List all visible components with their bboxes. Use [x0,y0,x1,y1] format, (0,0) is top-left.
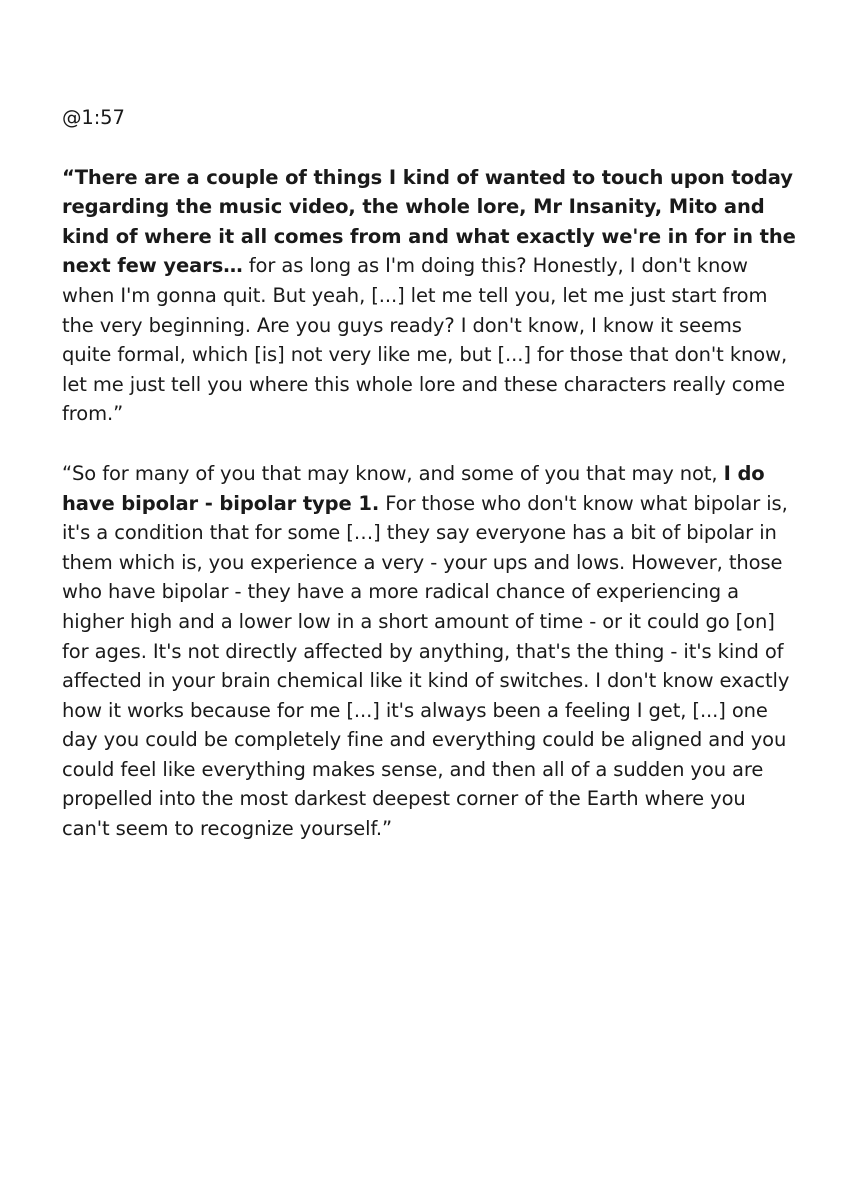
quote-2-bold-mid: I do have bipolar - bipolar type 1. [62,461,765,515]
quote-1-bold-lead: “There are a couple of things I kind of wanted to touch upon today regarding the music video, the whole lore, Mr Insanity, Mito and kind of where it all comes from and what exactly we're in for in the next few years… [62,165,796,278]
timestamp: @1:57 [62,106,125,129]
quote-2-lead: “So for many of you that may know, and some of you that may not, [62,461,724,485]
quote-2-rest: For those who don't know what bipolar is, it's a condition that for some […] they say everyone has a bit of bipolar in them which is, you experience a very - your ups and lows. However, those who have bipolar - they have a more radical chance of experiencing a higher high and a lower low in a short amount of time - or it could go [on] for ages. It's not directly affected by anything, that's the thing - it's kind of affected in your brain chemical like it kind of switches. I don't know exactly how it works because for me [...] it's always been a feeling I get, [...] one day you could be completely fine and everything could be aligned and you could feel like everything makes sense, and then all of a sudden you are propelled into the most darkest deepest corner of the Earth where you can't seem to recognize yourself.” [62,491,790,841]
quote-paragraph-2 [62,459,797,844]
quote-1-rest: for as long as I'm doing this? Honestly, I don't know when I'm gonna quit. But yeah, [...] let me tell you, let me just start from the very beginning. Are you guys ready? I don't know, I know it seems quite formal, which [is] not very like me, but [...] for those that don't know, let me just tell you where this whole lore and these characters really come from.” [62,254,788,426]
quote-paragraph-1 [62,163,797,429]
document-page [62,103,797,874]
